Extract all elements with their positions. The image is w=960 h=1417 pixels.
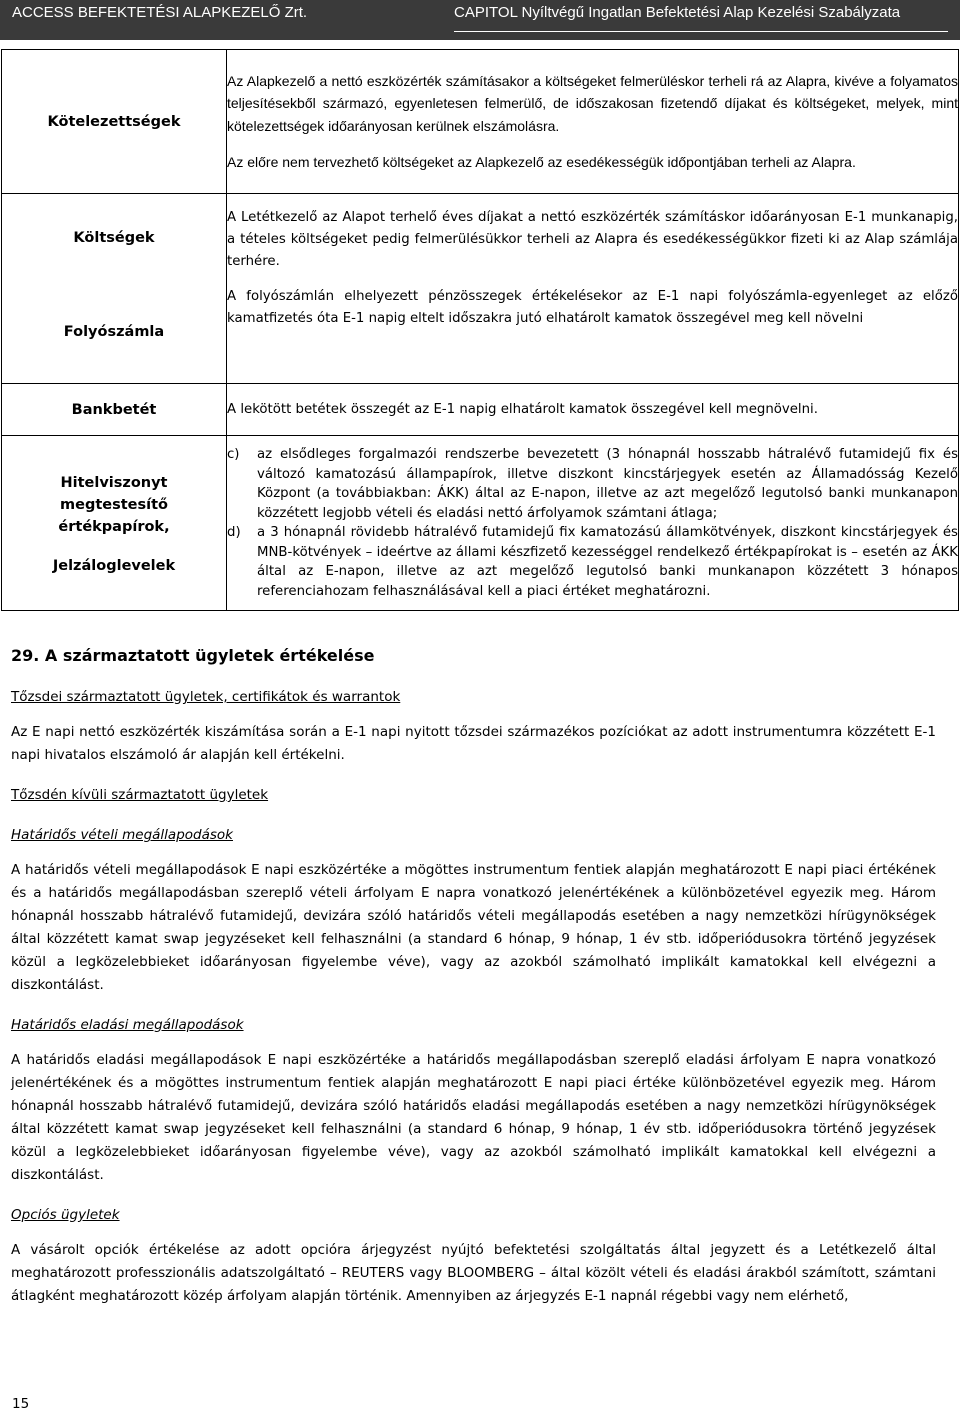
row-label-hitelviszony bbox=[2, 436, 227, 611]
kotelezettsegek-paragraph-1: Az Alapkezelő a nettó eszközérték számításakor a költségeket felmerüléskor terheli rá az Alapra, kivéve a folyamatos teljesítésekből származó, egyenletesen felmerülő, de időszakosan fizetendő díjakat és költségeket, melyek, mint kötelezettségek időarányosan kerülnek elszámolásra. bbox=[227, 72, 958, 134]
row-label-bankbetet: Bankbetét bbox=[2, 384, 227, 436]
hitelviszony-label-line-1: Hitelviszonyt megtestesítő értékpapírok, bbox=[58, 475, 170, 535]
header-underline bbox=[454, 31, 948, 32]
list-item bbox=[227, 445, 958, 523]
row-label-kotelezettsegek: Kötelezettségek bbox=[2, 50, 227, 194]
row-content-hitelviszony bbox=[227, 436, 959, 611]
koltsegek-text: A Letétkezelő az Alapot terhelő éves díjakat a nettó eszközérték számításkor időarányosan E-1 munkanapig, a tételes költségeket pedig felmerülésükkor terheli az Alapra és esedékességükkor fizeti ki az Alap számlája terhére. bbox=[227, 209, 958, 269]
section-body bbox=[11, 646, 936, 1308]
header-company: ACCESS BEFEKTETÉSI ALAPKEZELŐ Zrt. bbox=[12, 4, 308, 21]
bankbetet-text: A lekötött betétek összegét az E-1 napig elhatárolt kamatok összegével kell megnövelni. bbox=[227, 401, 818, 417]
page-header bbox=[0, 0, 960, 40]
row-label-folyoszamla: Folyószámla bbox=[2, 282, 227, 384]
subheading-tozsdei: Tőzsdei származtatott ügyletek, certifikátok és warrantok bbox=[11, 689, 401, 705]
table-row bbox=[2, 50, 959, 194]
page-number: 15 bbox=[12, 1396, 30, 1412]
valuation-table bbox=[1, 49, 959, 611]
list-item-text: az elsődleges forgalmazói rendszerbe bevezetett (3 hónapnál hosszabb hátralévő futamidejű fix és változó kamatozású állampapírok, illetve diszkont kincstárjegyek esetén az Államadósság Kezelő Központ (a továbbiakban: ÁKK) által az E-napon, illetve az azt megelőző legutolsó banki munkanapon közzétett legjobb vételi és eladási nettó árfolyamok számtani átlaga; bbox=[257, 447, 958, 521]
list-marker: d) bbox=[227, 525, 241, 540]
table-row bbox=[2, 436, 959, 611]
folyoszamla-text: A folyószámlán elhelyezett pénzösszegek értékelésekor az E-1 napi folyószámla-egyenleget az előző kamatfizetés óta E-1 napig eltelt időszakra jutó elhatárolt kamatok összegével meg kell növelni bbox=[227, 288, 958, 326]
hitelviszony-label-line-2: Jelzáloglevelek bbox=[52, 558, 176, 574]
row-content-koltsegek bbox=[227, 194, 959, 282]
row-label-koltsegek: Költségek bbox=[2, 194, 227, 282]
header-document-title: CAPITOL Nyíltvégű Ingatlan Befektetési Alap Kezelési Szabályzata bbox=[454, 4, 901, 21]
subheading-hataridos-veteli: Határidős vételi megállapodások bbox=[11, 827, 233, 843]
paragraph-opcios: A vásárolt opciók értékelése az adott opcióra árjegyzést nyújtó befektetési szolgáltatás által jegyzett és a Letétkezelő által meghatározott professzionális adatszolgáltató – REUTERS vagy BLOOMBERG – által közölt vételi és eladási árakból számított, számtani átlagként meghatározott közép árfolyam alapján történik. Amennyiben az árjegyzés E-1 napnál régebbi vagy nem elérhető, bbox=[11, 1242, 936, 1304]
subheading-hataridos-eladasi: Határidős eladási megállapodások bbox=[11, 1017, 244, 1033]
paragraph-hataridos-eladasi: A határidős eladási megállapodások E napi eszközértéke a határidős megállapodásban szereplő eladási árfolyam E napra vonatkozó jelenértékének és a mögöttes instrumentum fentiek alapján meghatározott E napi piaci értéke különbözetével egyezik meg. Három hónapnál hosszabb hátralévő futamidejű, devizára szóló határidős eladási megállapodás esetében a nagy nemzetközi hírügynökségek által közzétett kamat swap jegyzéseket kell felhasználni (a standard 6 hónap, 9 hónap, 1 év stb. időperiódusokra történő jegyzések közül a legközelebbieket időarányosan figyelembe véve), vagy az azokból számolható implikált kamatokkal kell elvégezni a diszkontálást. bbox=[11, 1052, 936, 1183]
section-title: 29. A származtatott ügyletek értékelése bbox=[11, 646, 375, 665]
table-row bbox=[2, 384, 959, 436]
kotelezettsegek-paragraph-2: Az előre nem tervezhető költségeket az Alapkezelő az esedékességük időpontjában terheli az Alapra. bbox=[227, 154, 856, 171]
row-content-bankbetet bbox=[227, 384, 959, 436]
table-row bbox=[2, 282, 959, 384]
subheading-opcios: Opciós ügyletek bbox=[11, 1207, 120, 1223]
list-item-text: a 3 hónapnál rövidebb hátralévő futamidejű fix kamatozású államkötvények, diszkont kincstárjegyek és MNB-kötvények – ideértve az állami készfizető kezességgel rendelkező értékpapírokat is – esetén az ÁKK által az E-napon, illetve az azt megelőző legutolsó banki munkanapon közzétett 3 hónapos referenciahozam felhasználásával kell a piaci értéket meghatározni. bbox=[257, 525, 958, 599]
paragraph-hataridos-veteli: A határidős vételi megállapodások E napi eszközértéke a mögöttes instrumentum fentiek alapján meghatározott E napi piaci értékének és a határidős megállapodásban szereplő vételi árfolyam E napra vonatkozó jelenértékének a különbözetével egyezik meg. Három hónapnál hosszabb hátralévő futamidejű, devizára szóló határidős vételi megállapodás esetében a nagy nemzetközi hírügynökségek által közzétett kamat swap jegyzéseket kell felhasználni (a standard 6 hónap, 9 hónap, 1 év stb. időperiódusokra történő jegyzések közül a legközelebbieket időarányosan figyelembe véve), vagy az azokból számolható implikált kamatokkal kell elvégezni a diszkontálást. bbox=[11, 862, 936, 993]
subheading-tozsden-kivuli: Tőzsdén kívüli származtatott ügyletek bbox=[11, 787, 269, 803]
row-content-folyoszamla bbox=[227, 282, 959, 384]
list-item bbox=[227, 523, 958, 601]
list-marker: c) bbox=[227, 447, 240, 462]
paragraph-tozsdei: Az E napi nettó eszközérték kiszámítása során a E-1 napi nyitott tőzsdei származékos pozíciókat az adott instrumentumra közzétett E-1 napi hivatalos elszámoló ár alapján kell értékelni. bbox=[11, 724, 936, 763]
row-content-kotelezettsegek bbox=[227, 50, 959, 194]
table-row bbox=[2, 194, 959, 282]
